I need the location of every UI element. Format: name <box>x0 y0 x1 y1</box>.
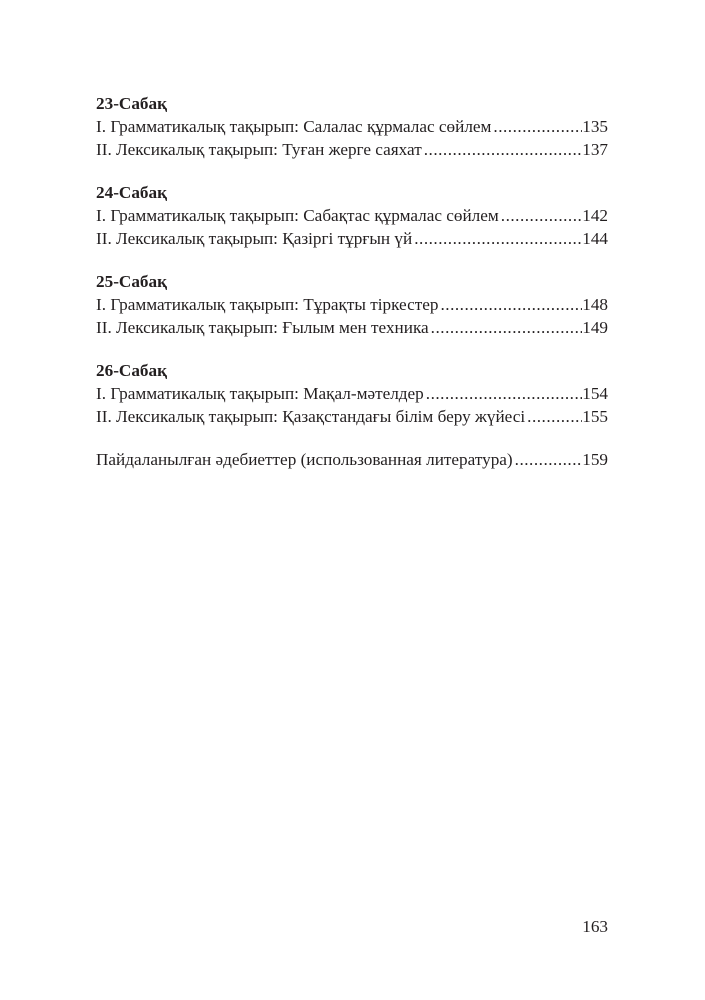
toc-entry-page: 135 <box>582 117 608 136</box>
section-heading: 25-Сабақ <box>96 272 168 291</box>
toc-entry-page: 142 <box>582 206 608 225</box>
toc-entry <box>96 316 608 339</box>
dot-leader <box>525 405 582 428</box>
toc-section-25 <box>96 270 608 339</box>
toc-entry-page: 149 <box>582 318 608 337</box>
toc-entry <box>96 405 608 428</box>
toc-entry-title: Пайдаланылған әдебиеттер (использованная литература) <box>96 450 513 469</box>
toc-entry-page: 144 <box>582 229 608 248</box>
section-heading: 26-Сабақ <box>96 361 168 380</box>
toc-section-24 <box>96 181 608 250</box>
dot-leader <box>429 316 583 339</box>
toc-entry-page: 148 <box>582 295 608 314</box>
toc-entry <box>96 204 608 227</box>
toc-entry <box>96 115 608 138</box>
section-heading: 23-Сабақ <box>96 94 168 113</box>
toc-section-23 <box>96 92 608 161</box>
toc-section-26 <box>96 359 608 428</box>
dot-leader <box>491 115 582 138</box>
toc-entry <box>96 382 608 405</box>
toc-entry-title: I. Грамматикалық тақырып: Тұрақты тіркестер <box>96 295 439 314</box>
toc-entry-bibliography <box>96 448 608 471</box>
dot-leader <box>424 382 582 405</box>
toc-entry-title: II. Лексикалық тақырып: Қазақстандағы білім беру жүйесі <box>96 407 526 426</box>
dot-leader <box>499 204 582 227</box>
toc-entry-title: I. Грамматикалық тақырып: Салалас құрмалас сөйлем <box>96 117 492 136</box>
toc-entry-page: 159 <box>582 450 608 469</box>
dot-leader <box>412 227 582 250</box>
page-number: 163 <box>582 917 608 936</box>
section-heading: 24-Сабақ <box>96 183 168 202</box>
dot-leader <box>438 293 582 316</box>
table-of-contents <box>96 92 608 471</box>
toc-entry <box>96 293 608 316</box>
dot-leader <box>513 448 583 471</box>
toc-entry-page: 154 <box>582 384 608 403</box>
toc-entry-title: II. Лексикалық тақырып: Қазіргі тұрғын үй <box>96 229 413 248</box>
toc-entry-page: 155 <box>582 407 608 426</box>
toc-entry-title: I. Грамматикалық тақырып: Мақал-мәтелдер <box>96 384 424 403</box>
toc-entry-title: II. Лексикалық тақырып: Ғылым мен техника <box>96 318 429 337</box>
toc-entry-title: I. Грамматикалық тақырып: Сабақтас құрмалас сөйлем <box>96 206 499 225</box>
dot-leader <box>422 138 582 161</box>
toc-entry-title: II. Лексикалық тақырып: Туған жерге саяхат <box>96 140 422 159</box>
toc-entry <box>96 138 608 161</box>
toc-entry-page: 137 <box>582 140 608 159</box>
toc-entry <box>96 227 608 250</box>
